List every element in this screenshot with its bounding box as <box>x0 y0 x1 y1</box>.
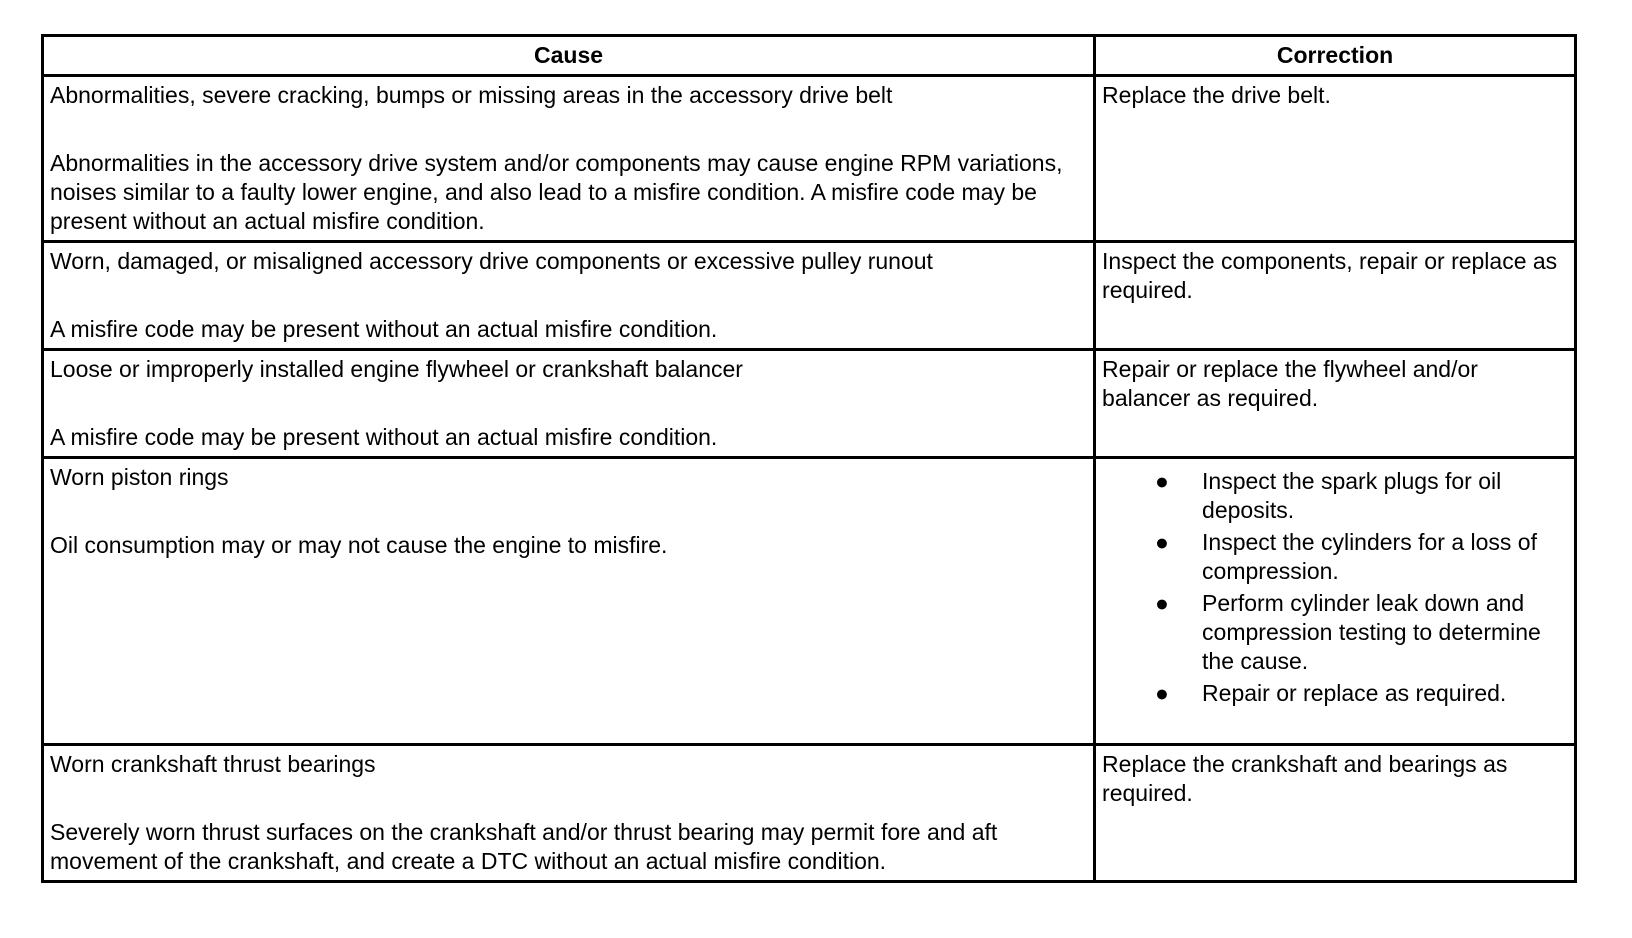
bullet-icon: ● <box>1155 590 1169 616</box>
cause-cell <box>43 76 1095 242</box>
list-item <box>1102 467 1568 525</box>
cause-title: Worn piston rings <box>50 464 229 490</box>
table-row <box>43 350 1576 458</box>
cause-note: A misfire code may be present without an actual misfire condition. <box>50 424 718 450</box>
table-row <box>43 76 1576 242</box>
bullet-icon: ● <box>1155 529 1169 555</box>
bullet-icon: ● <box>1155 680 1169 706</box>
cause-title: Abnormalities, severe cracking, bumps or missing areas in the accessory drive belt <box>50 82 893 108</box>
list-item <box>1102 679 1568 708</box>
correction-cell: Replace the drive belt. <box>1095 76 1576 242</box>
correction-step: Repair or replace as required. <box>1202 680 1507 706</box>
correction-step: Inspect the cylinders for a loss of compression. <box>1202 529 1537 584</box>
cause-column-header: Cause <box>43 36 1095 76</box>
cause-note: Severely worn thrust surfaces on the crankshaft and/or thrust bearing may permit fore and aft movement of the crankshaft, and create a DTC without an actual misfire condition. <box>50 819 998 874</box>
cause-cell <box>43 745 1095 882</box>
correction-column-header: Correction <box>1095 36 1576 76</box>
table-row <box>43 745 1576 882</box>
table-header-row <box>43 36 1576 76</box>
list-item <box>1102 589 1568 676</box>
correction-cell: Inspect the components, repair or replace as required. <box>1095 242 1576 350</box>
table-row <box>43 458 1576 745</box>
cause-title: Worn, damaged, or misaligned accessory drive components or excessive pulley runout <box>50 248 933 274</box>
cause-title: Loose or improperly installed engine flywheel or crankshaft balancer <box>50 356 743 382</box>
cause-cell <box>43 242 1095 350</box>
diagnostic-table <box>41 34 1577 883</box>
cause-title: Worn crankshaft thrust bearings <box>50 751 376 777</box>
cause-note: A misfire code may be present without an actual misfire condition. <box>50 316 718 342</box>
correction-cell <box>1095 458 1576 745</box>
cause-note: Abnormalities in the accessory drive system and/or components may cause engine RPM variations, noises similar to a faulty lower engine, and also lead to a misfire condition. A misfire code may be present without an actual misfire condition. <box>50 150 1063 234</box>
cause-cell <box>43 458 1095 745</box>
correction-bullet-list <box>1102 467 1568 708</box>
correction-cell: Repair or replace the flywheel and/or balancer as required. <box>1095 350 1576 458</box>
correction-step: Perform cylinder leak down and compression testing to determine the cause. <box>1202 590 1541 674</box>
cause-cell <box>43 350 1095 458</box>
list-item <box>1102 528 1568 586</box>
correction-cell: Replace the crankshaft and bearings as required. <box>1095 745 1576 882</box>
cause-note: Oil consumption may or may not cause the engine to misfire. <box>50 532 668 558</box>
correction-step: Inspect the spark plugs for oil deposits. <box>1202 468 1502 523</box>
table-row <box>43 242 1576 350</box>
bullet-icon: ● <box>1155 468 1169 494</box>
